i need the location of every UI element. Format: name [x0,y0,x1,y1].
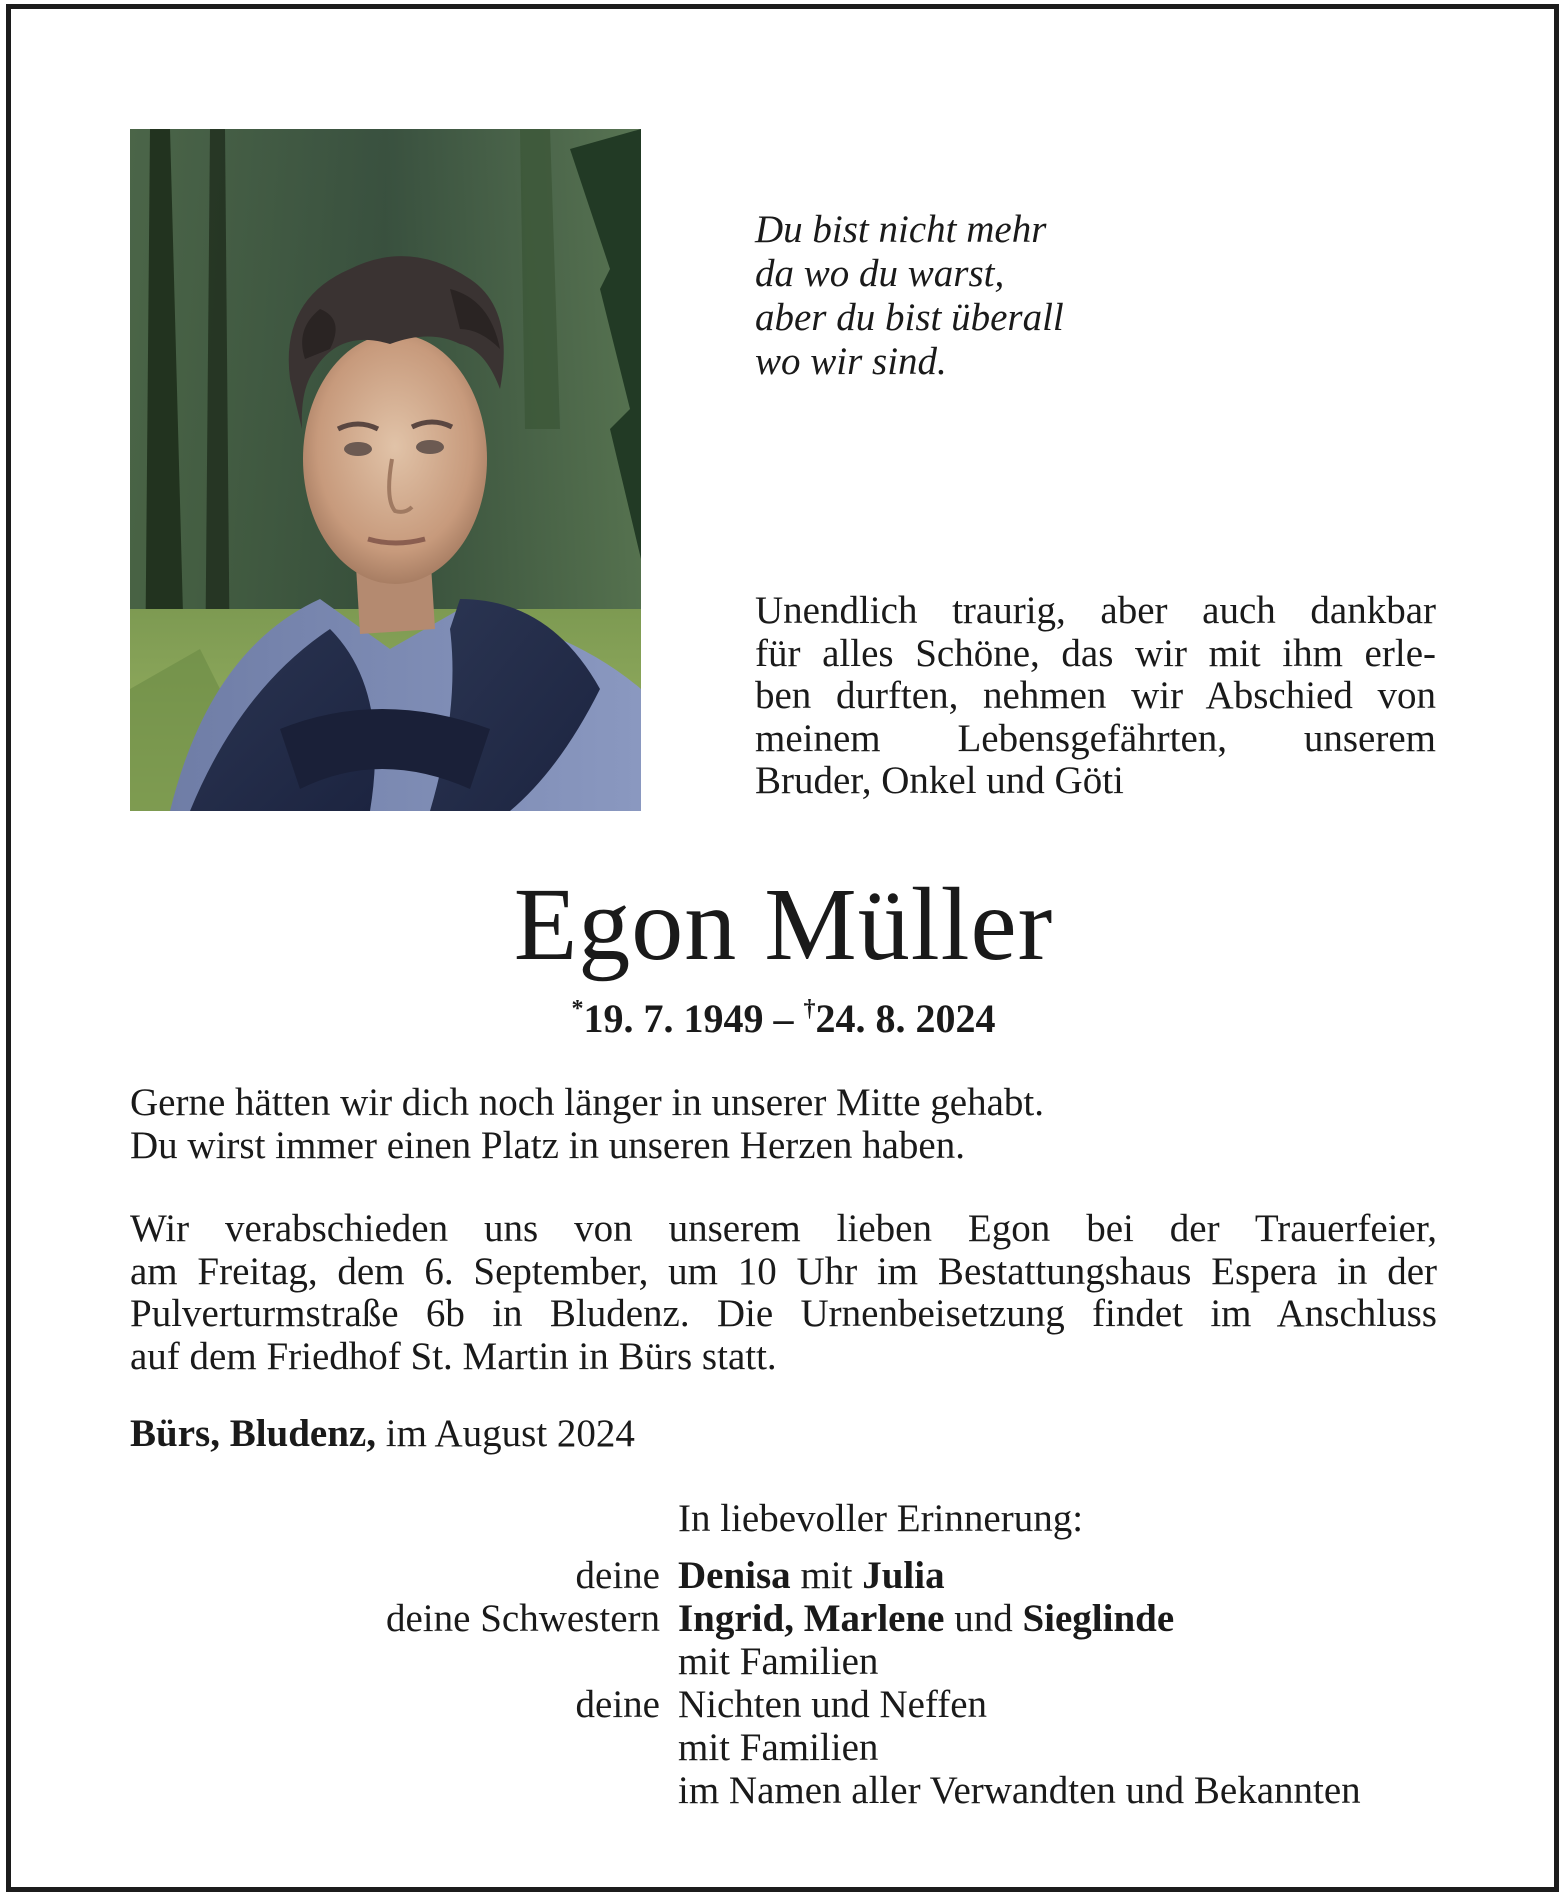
place-date-line [130,1412,635,1456]
signature-names [678,1725,878,1770]
signature-heading: In liebevoller Erinnerung: [678,1497,1084,1540]
signature-row [0,1725,1567,1768]
intro-line: Bruder, Onkel und Göti [755,759,1124,802]
paragraph-funeral-details [130,1208,1437,1378]
paragraph-line: Du wirst immer einen Platz in unseren Herzen haben. [130,1123,965,1167]
poem-line: wo wir sind. [755,340,947,383]
death-date: 24. 8. 2024 [815,996,996,1041]
place-names: Bürs, Bludenz, [130,1412,376,1455]
mourner-name: Julia [862,1554,945,1597]
poem [755,208,1064,384]
mourner-name: Ingrid, Marlene [678,1597,945,1640]
deceased-name: Egon Müller [513,867,1054,982]
signature-text: Nichten und Neffen [678,1683,988,1726]
birth-symbol: * [571,996,584,1022]
signature-text: und [944,1597,1023,1640]
signature-row [0,1682,1567,1725]
mourner-name: Denisa [678,1554,791,1597]
intro-text [755,590,1436,803]
signature-relation: deine [575,1554,660,1597]
signature-names [678,1553,945,1598]
signature-list [0,1553,1567,1811]
portrait-photo [130,129,641,811]
signature-names [678,1639,878,1684]
signature-text: mit Familien [678,1726,879,1769]
signature-relation: deine [575,1683,660,1726]
signature-row [0,1596,1567,1639]
date-separator: – [773,996,794,1041]
mourner-name: Sieglinde [1022,1597,1175,1640]
paragraph-line: Pulverturmstraße 6b in Bludenz. Die Urnenbeisetzung findet im Anschluss [130,1292,1437,1335]
paragraph-line: Gerne hätten wir dich noch länger in unserer Mitte gehabt. [130,1081,1045,1124]
signature-names [678,1682,987,1727]
paragraph-remembrance [130,1082,1437,1167]
paragraph-line: auf dem Friedhof St. Martin in Bürs statt. [130,1334,777,1378]
signature-names [678,1768,1361,1813]
death-symbol: † [803,996,816,1022]
signature-text: mit Familien [678,1640,879,1683]
poem-line: da wo du warst, [755,252,1005,295]
poem-line: aber du bist überall [755,296,1064,339]
intro-line: ben durften, nehmen wir Abschied von [755,674,1436,717]
signature-text: im Namen aller Verwandten und Bekannten [678,1769,1361,1812]
signature-row [0,1639,1567,1682]
life-dates [0,985,1567,1043]
signature-row [0,1768,1567,1811]
signature-text: mit [790,1554,863,1597]
place-date: im August 2024 [375,1412,635,1455]
birth-date: 19. 7. 1949 [583,996,764,1041]
intro-line: meinem Lebensgefährten, unserem [755,716,1436,760]
poem-line: Du bist nicht mehr [755,208,1047,251]
signature-names [678,1596,1174,1641]
paragraph-line: am Freitag, dem 6. September, um 10 Uhr im Bestattungshaus Espera in der [130,1249,1437,1293]
intro-line: Unendlich traurig, aber auch dankbar [755,589,1436,632]
paragraph-line: Wir verabschieden uns von unserem lieben Egon bei der Trauerfeier, [130,1207,1437,1250]
intro-line: für alles Schöne, das wir mit ihm erle- [755,631,1436,675]
signature-row [0,1553,1567,1596]
signature-relation: deine Schwestern [386,1597,660,1640]
